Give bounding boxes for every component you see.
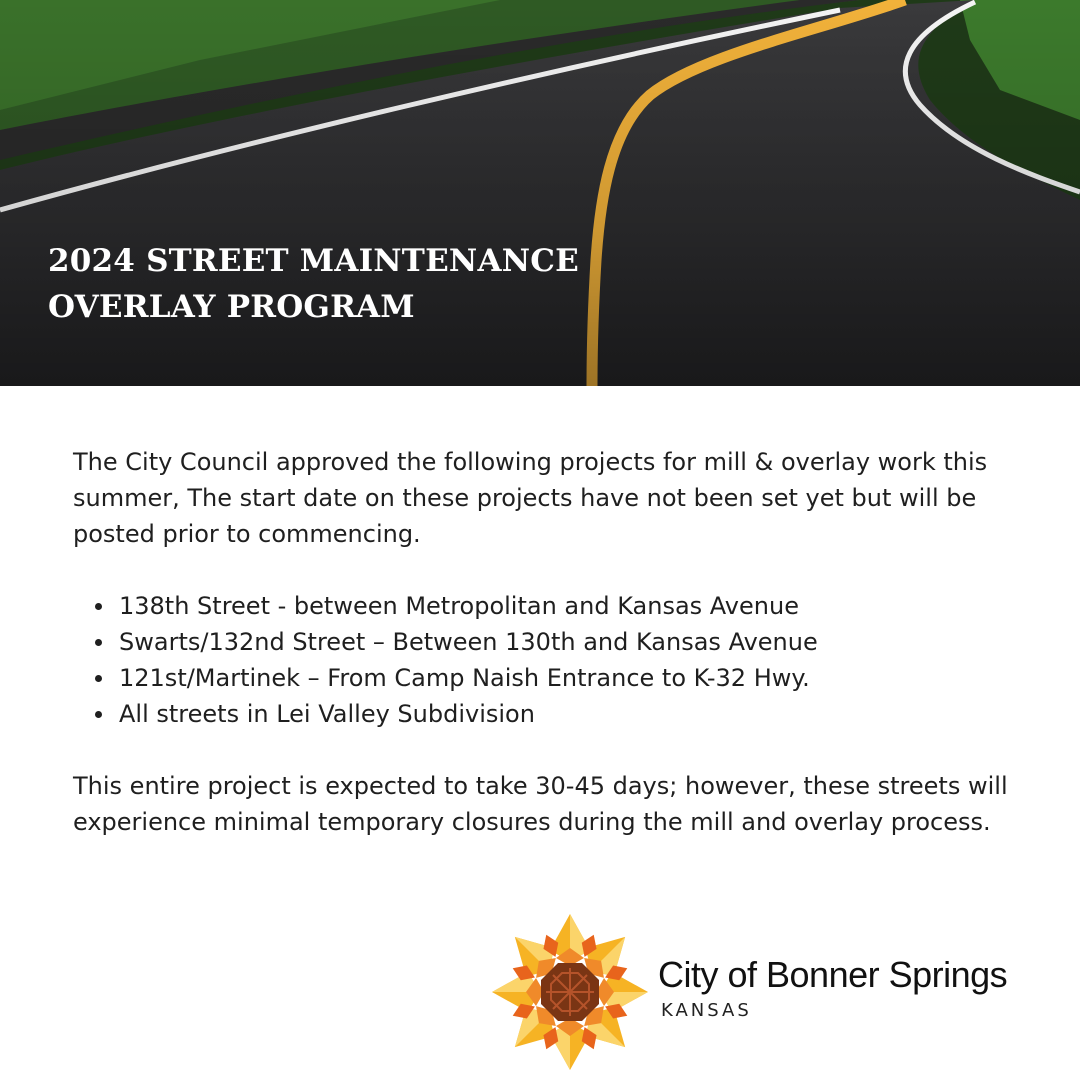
- title-line-1: 2024 STREET MAINTENANCE: [48, 243, 579, 279]
- closing-paragraph: This entire project is expected to take 30-45 days; however, these streets will experience minimal temporary closures during the mill and overlay process.: [73, 772, 1008, 836]
- hero-banner: [0, 0, 1080, 386]
- list-item: 138th Street - between Metropolitan and Kansas Avenue: [93, 588, 1023, 624]
- announcement-body: [73, 444, 1023, 840]
- intro-paragraph: The City Council approved the following projects for mill & overlay work this summer, The start date on these projects have not been set yet but will be posted prior to commencing.: [73, 448, 988, 548]
- project-list: [93, 588, 1023, 732]
- logo-city-name: City of Bonner Springs: [658, 954, 1008, 995]
- page-title: [48, 238, 579, 330]
- list-item: 121st/Martinek – From Camp Naish Entrance to K-32 Hwy.: [93, 660, 1023, 696]
- list-item: All streets in Lei Valley Subdivision: [93, 696, 1023, 732]
- city-logo: [490, 912, 1050, 1072]
- logo-state: KANSAS: [661, 1000, 752, 1021]
- list-item: Swarts/132nd Street – Between 130th and Kansas Avenue: [93, 624, 1023, 660]
- sunflower-logo-icon: [490, 912, 650, 1072]
- title-line-2: OVERLAY PROGRAM: [48, 289, 415, 325]
